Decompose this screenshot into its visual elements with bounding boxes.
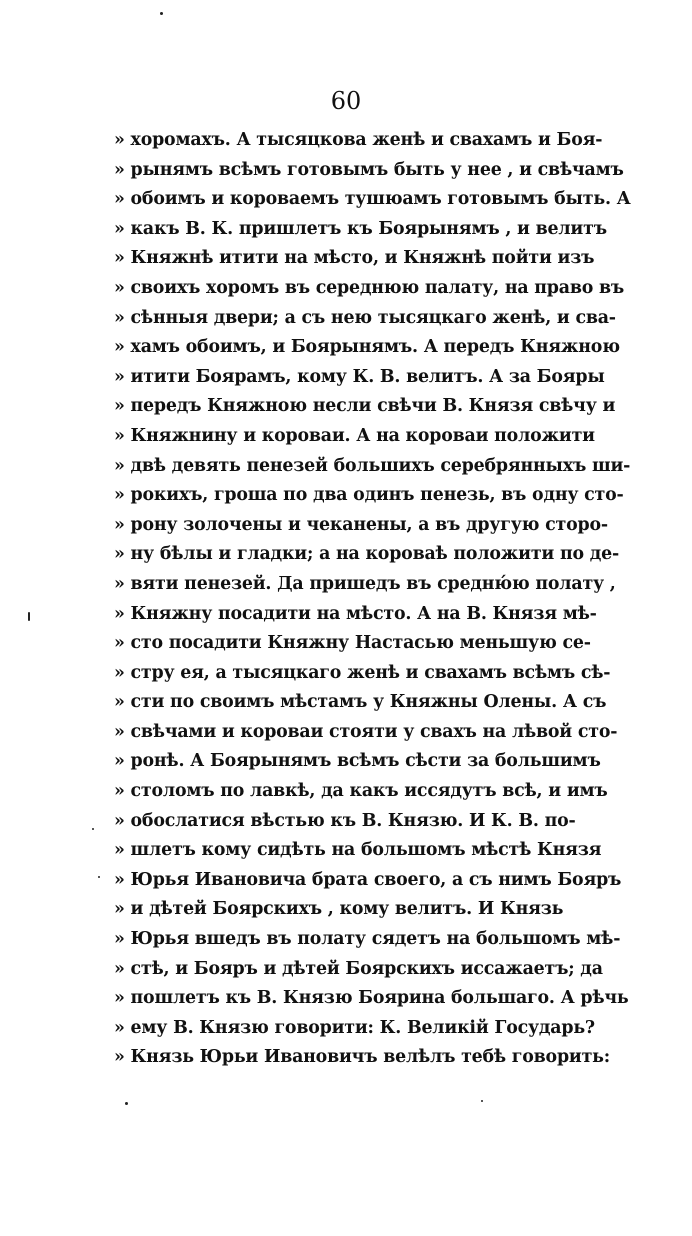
text-line: » сто посадити Княжну Настасью меньшую се- — [114, 633, 591, 654]
text-line: » свѣчами и короваи стояти у свахъ на лѣвой сто- — [114, 721, 618, 742]
text-line: » хоромахъ. А тысяцкова женѣ и свахамъ и Боя- — [114, 130, 603, 150]
text-line: » Юрья вшедъ въ полату сядетъ на большомъ мѣ- — [114, 929, 621, 950]
text-line: » сти по своимъ мѣстамъ у Княжны Олены. А съ — [114, 692, 607, 713]
text-line: » ронѣ. А Боярынямъ всѣмъ сѣсти за большимъ — [114, 751, 601, 772]
text-line: » своихъ хоромъ въ середнюю палату, на право въ — [114, 277, 624, 298]
text-line: » обоимъ и короваемъ тушюамъ готовымъ быть. А — [114, 189, 631, 210]
text-line: » столомъ по лавкѣ, да какъ иссядутъ всѣ, и имъ — [114, 781, 608, 802]
scan-speck — [125, 1102, 128, 1105]
text-line: » стѣ, и Бояръ и дѣтей Боярскихъ иссажаетъ; да — [114, 958, 603, 979]
scan-speck — [160, 12, 163, 15]
text-line: » ему В. Князю говорити: К. Великій Государь? — [114, 1017, 595, 1038]
text-line: » сѣнныя двери; а съ нею тысяцкаго женѣ, и сва- — [114, 307, 616, 328]
text-line: » вяти пенезей. Да пришедъ въ средню́ю полату , — [114, 573, 616, 594]
text-line: » хамъ обоимъ, и Боярынямъ. А передъ Княжною — [114, 337, 620, 358]
text-line: » итити Боярамъ, кому К. В. велитъ. А за Бояры — [114, 366, 605, 387]
scan-speck — [481, 1100, 483, 1102]
text-line: » Княжну посадити на мѣсто. А на В. Князя мѣ- — [114, 603, 597, 624]
body-text — [114, 126, 644, 1073]
text-line: » шлетъ кому сидѣть на большомъ мѣстѣ Князя — [114, 840, 602, 861]
page-number: 60 — [330, 87, 362, 115]
text-line: » рынямъ всѣмъ готовымъ быть у нее , и свѣчамъ — [114, 159, 624, 180]
text-line: » обослатися вѣстью къ В. Князю. И К. В. по- — [114, 810, 576, 831]
text-line: » пошлетъ къ В. Князю Боярина большаго. А рѣчь — [114, 988, 629, 1009]
text-line: » рокихъ, гроша по два одинъ пенезь, въ одну сто- — [114, 485, 624, 506]
scan-speck — [28, 612, 30, 621]
scan-speck — [92, 828, 94, 830]
text-line: » Княжнѣ итити на мѣсто, и Княжнѣ пойти изъ — [114, 248, 595, 269]
text-line: » стру ея, а тысяцкаго женѣ и свахамъ всѣмъ сѣ- — [114, 662, 611, 683]
text-line: » рону золочены и чеканены, а въ другую сторо- — [114, 514, 608, 535]
text-line: » ну бѣлы и гладки; а на коровaѣ положити по де- — [114, 544, 620, 565]
text-line: » двѣ девять пенезей большихъ серебрянныхъ ши- — [114, 455, 631, 476]
text-line: » передъ Княжною несли свѣчи В. Князя свѣчу и — [114, 396, 616, 417]
text-line: » Юрья Ивановича брата своего, а съ нимъ Бояръ — [114, 869, 622, 890]
scan-speck — [98, 876, 100, 878]
text-line: » Князь Юрьи Ивановичъ велѣлъ тебѣ говорить: — [114, 1047, 611, 1068]
text-line: » какъ В. К. пришлетъ къ Боярынямъ , и велитъ — [114, 218, 607, 239]
text-line: » Княжнину и короваи. А на короваи положити — [114, 425, 595, 446]
text-line: » и дѣтей Боярскихъ , кому велитъ. И Князь — [114, 899, 564, 920]
